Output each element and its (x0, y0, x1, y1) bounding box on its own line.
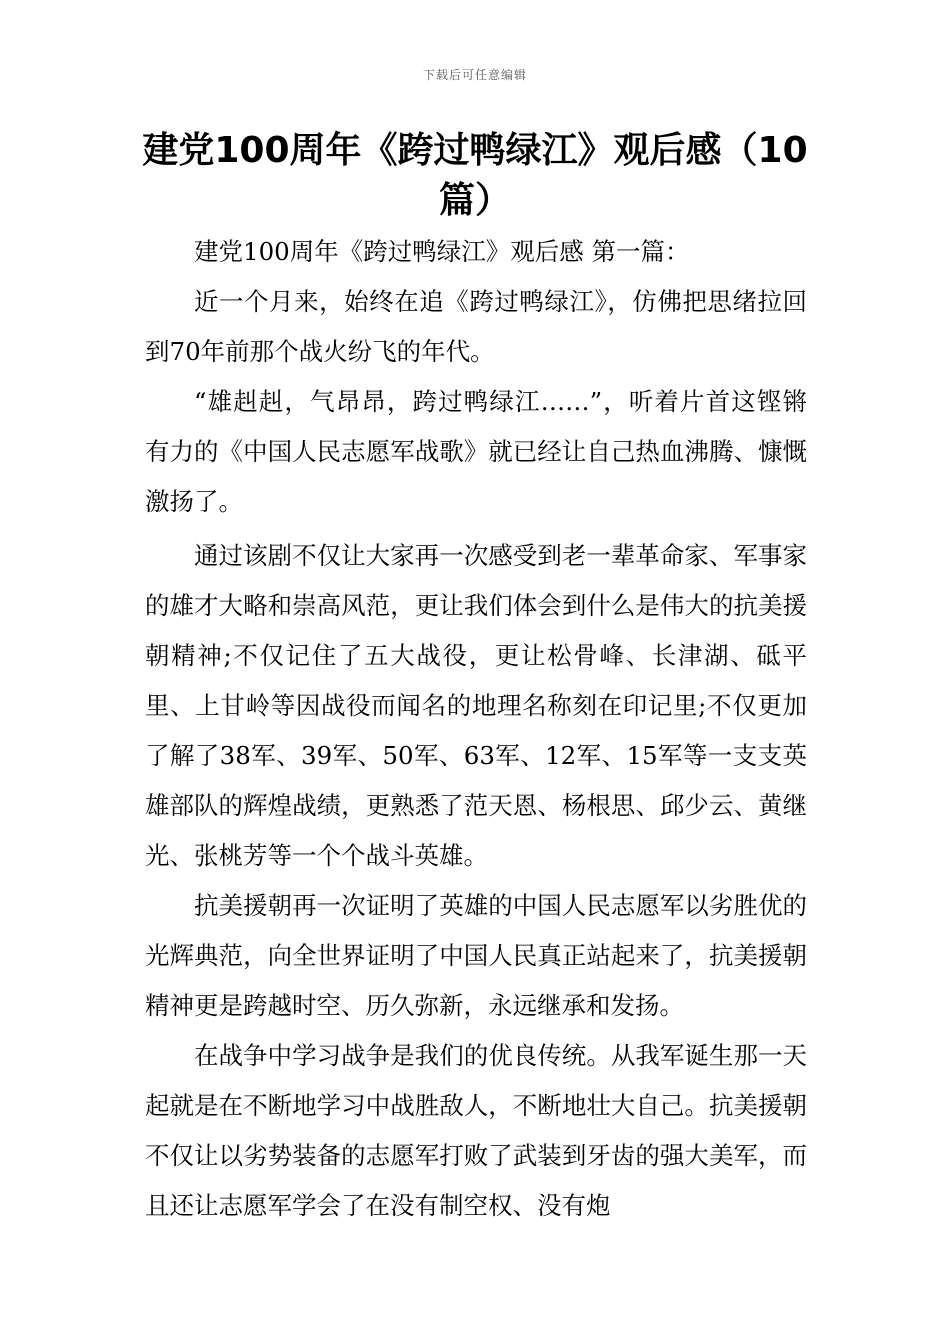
document-title: 建党100周年《跨过鸭绿江》观后感（10篇） (142, 130, 808, 221)
paragraph-1: 近一个月来，始终在追《跨过鸭绿江》，仿佛把思绪拉回到70年前那个战火纷飞的年代。 (145, 287, 807, 366)
paragraph-2: “雄赳赳，气昂昂，跨过鸭绿江……”，听着片首这铿锵有力的《中国人民志愿军战歌》就已经让自己热血沸腾、慷慨激扬了。 (145, 387, 807, 516)
header-note: 下载后可任意编辑 (422, 68, 527, 82)
paragraph-4: 抗美援朝再一次证明了英雄的中国人民志愿军以劣胜优的光辉典范，向全世界证明了中国人民真正站起来了，抗美援朝精神更是跨越时空、历久弥新，永远继承和发扬。 (145, 891, 807, 1020)
document-body (145, 227, 807, 1231)
section-heading: 建党100周年《跨过鸭绿江》观后感 第一篇： (194, 237, 690, 266)
paragraph-5: 在战争中学习战争是我们的优良传统。从我军诞生那一天起就是在不断地学习中战胜敌人，不断地壮大自己。抗美援朝不仅让以劣势装备的志愿军打败了武装到牙齿的强大美军，而且还让志愿军学会了在没有制空权、没有炮 (145, 1041, 807, 1220)
paragraph-3: 通过该剧不仅让大家再一次感受到老一辈革命家、军事家的雄才大略和崇高风范，更让我们体会到什么是伟大的抗美援朝精神;不仅记住了五大战役，更让松骨峰、长津湖、砥平里、上甘岭等因战役而闻名的地理名称刻在印记里;不仅更加了解了38军、39军、50军、63军、12军、15军等一支支英雄部队的辉煌战绩，更熟悉了范天恩、杨根思、邱少云、黄继光、张桃芳等一个个战斗英雄。 (145, 541, 807, 870)
